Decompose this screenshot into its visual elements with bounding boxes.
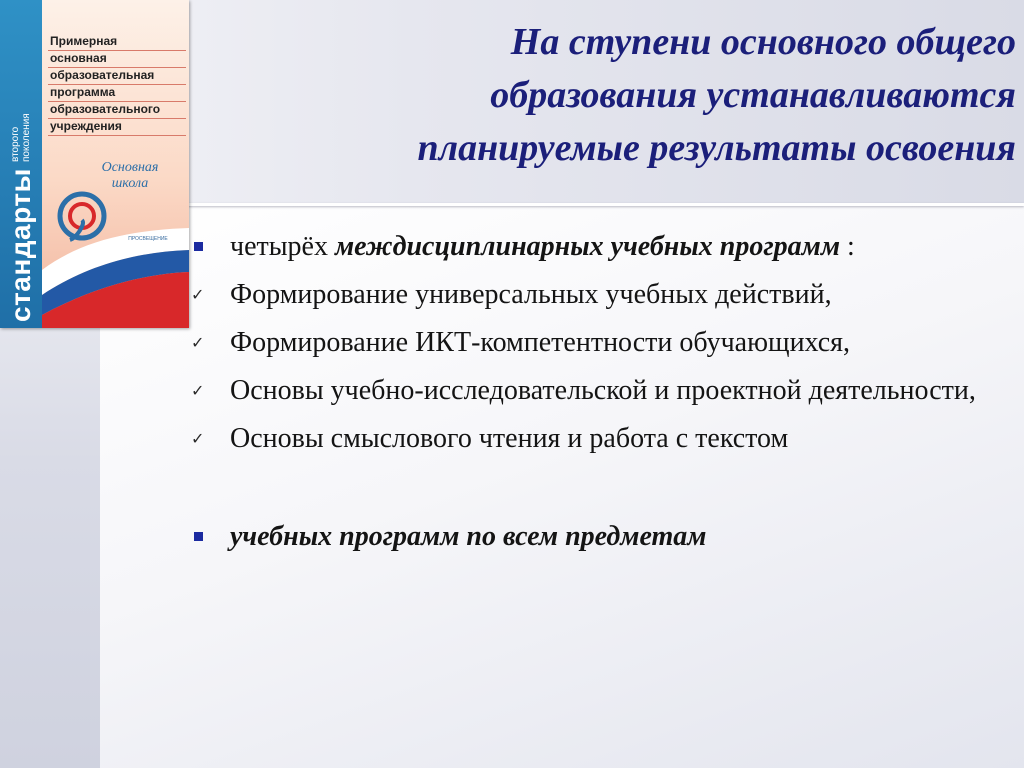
title-line-2: образования устанавливаются bbox=[490, 74, 1016, 116]
cover-school-label bbox=[80, 160, 180, 192]
item1-suffix: : bbox=[840, 231, 855, 262]
item1-emphasis: междисциплинарных учебных программ bbox=[335, 231, 841, 262]
title-line-1: На ступени основного общего bbox=[510, 21, 1016, 63]
square-bullet-icon bbox=[194, 532, 203, 541]
list-item bbox=[190, 515, 1010, 558]
checkmark-icon: ✓ bbox=[191, 333, 205, 352]
cover-line: образовательного bbox=[48, 102, 186, 119]
sub-list-item bbox=[190, 321, 1010, 364]
cover-vertical-small bbox=[10, 113, 32, 162]
item1-prefix: четырёх bbox=[230, 231, 328, 262]
slide-title bbox=[210, 16, 1016, 175]
sub-item-text: Основы смыслового чтения и работа с текстом bbox=[230, 423, 789, 454]
title-divider bbox=[188, 203, 1024, 206]
square-bullet-icon bbox=[194, 242, 203, 251]
book-cover bbox=[0, 0, 189, 328]
standard-logo-icon bbox=[56, 190, 108, 242]
checkmark-icon: ✓ bbox=[191, 381, 205, 400]
list-item bbox=[190, 225, 1010, 268]
cover-line: программа bbox=[48, 85, 186, 102]
checkmark-icon: ✓ bbox=[191, 429, 205, 448]
cover-title-lines bbox=[48, 34, 186, 136]
cover-school-line-1: Основная bbox=[101, 160, 159, 175]
title-line-3: планируемые результаты освоения bbox=[417, 127, 1016, 169]
cover-line: образовательная bbox=[48, 68, 186, 85]
cover-vertical-small-2: поколения bbox=[21, 113, 32, 163]
sub-item-text: Формирование универсальных учебных действий, bbox=[230, 279, 832, 310]
cover-vertical-title bbox=[0, 0, 42, 328]
content-list bbox=[190, 225, 1010, 558]
cover-vertical-small-1: второго bbox=[10, 126, 21, 163]
cover-publisher: ПРОСВЕЩЕНИЕ bbox=[128, 236, 168, 242]
sub-list-item bbox=[190, 417, 1010, 460]
cover-line: Примерная bbox=[48, 34, 186, 51]
spacer bbox=[190, 460, 1010, 515]
cover-line: основная bbox=[48, 51, 186, 68]
cover-school-line-2: школа bbox=[111, 176, 149, 191]
sub-item-text: Основы учебно-исследовательской и проектной деятельности, bbox=[230, 375, 976, 406]
sub-item-text: Формирование ИКТ-компетентности обучающихся, bbox=[230, 327, 851, 358]
sub-list-item bbox=[190, 369, 1010, 412]
cover-vertical-big: стандарты bbox=[5, 168, 36, 322]
checkmark-icon: ✓ bbox=[191, 285, 205, 304]
cover-line: учреждения bbox=[48, 119, 186, 136]
item2-text: учебных программ по всем предметам bbox=[230, 521, 707, 552]
sub-list-item bbox=[190, 273, 1010, 316]
